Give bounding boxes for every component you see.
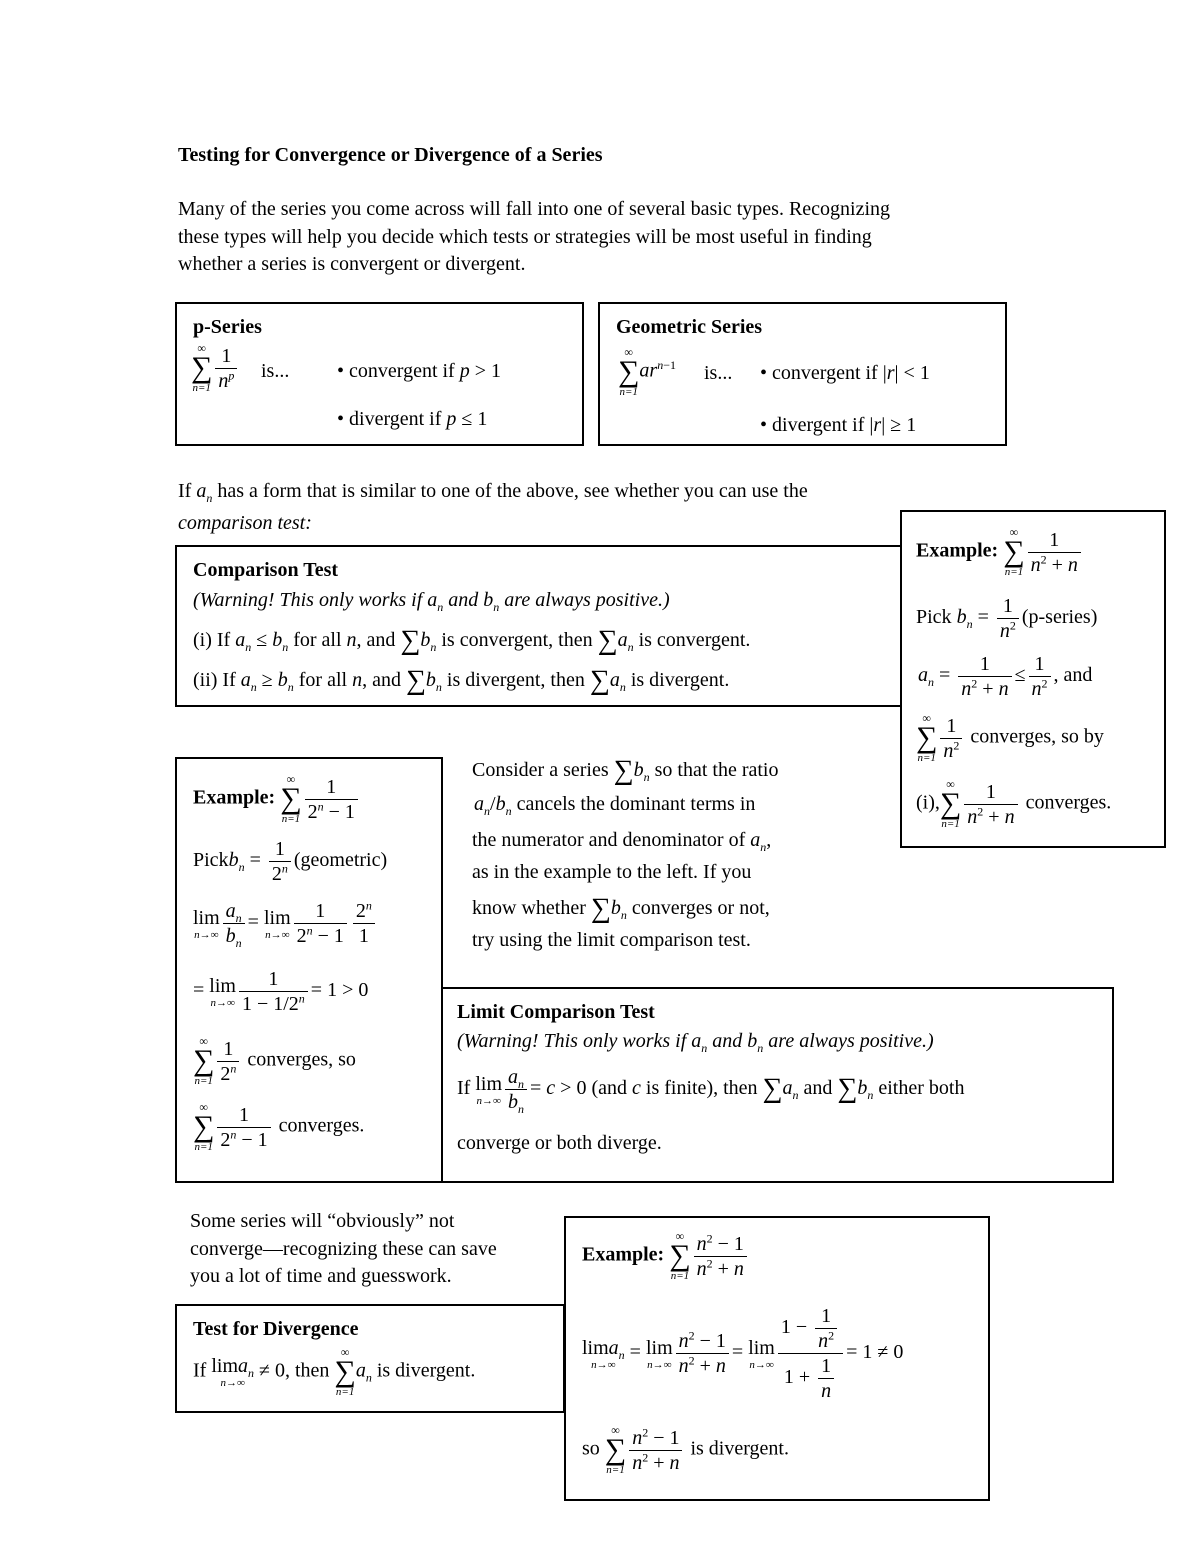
example2-limit: lim n→∞ $\frac{a_n}{b_n}$ = lim n→∞ $\frac{1}{2^n - 1}$ $\frac{2^n}{1}$ (193, 899, 378, 948)
obvious-line-1: Some series will “obviously” not (190, 1210, 455, 1232)
comparison-rule-2: (ii) If $a_n \ge b_n$ for all n, and $\sum b_n$ is divergent, then $\sum a_n$ is divergent. (193, 665, 730, 696)
p-series-convergent: • convergent if p > 1 (337, 360, 501, 382)
divergence-rule: If lima$_n$ n→∞ ≠ 0, then ∞ ∑ n=1 $a_n$ is divergent. (193, 1345, 476, 1398)
example-geometric-box (175, 757, 443, 1183)
geometric-formula: ∞ ∑ n=1 $ar^{n-1}$ (618, 345, 676, 398)
consider-line-1: Consider a series $\sum b_n$ so that the ratio (472, 755, 779, 786)
intro-line-1: Many of the series you come across will fall into one of several basic types. Recognizing (178, 198, 891, 220)
example1-pick: Pick $b_n$ = $\frac{1}{n^2}$ (p-series) (916, 595, 1098, 642)
consider-line-6: try using the limit comparison test. (472, 929, 751, 951)
example2-header: Example: ∞ ∑ n=1 $\frac{1}{2^n - 1}$ (193, 773, 361, 825)
limit-comparison-heading: Limit Comparison Test (457, 1001, 655, 1023)
comparison-warning: (Warning! This only works if $a_n$ and $b_n$ are always positive.) (193, 589, 670, 614)
intro-line-2: these types will help you decide which tests or strategies will be most useful in finding (178, 226, 872, 248)
p-series-box (175, 302, 584, 446)
example3-header: Example: ∞ ∑ n=1 $\frac{n^2 - 1}{n^2 + n}$ (582, 1230, 750, 1282)
consider-line-2: $a_n/b_n$ cancels the dominant terms in (474, 793, 756, 818)
example3-conclusion: so ∞ ∑ n=1 $\frac{n^2 - 1}{n^2 + n}$ is divergent. (582, 1423, 789, 1476)
example1-converges-so: ∞ ∑ n=1 $\frac{1}{n^2}$ converges, so by (916, 711, 1104, 764)
example3-limit: lima$_n$ n→∞ = lim n→∞ $\frac{n^2 - 1}{n^2 + n}$ = lim n→∞ 1 − $\frac{1}{n^2}$ 1 + $\frac{1}{n}$ = 1 ≠ 0 (582, 1305, 904, 1402)
geometric-heading: Geometric Series (616, 316, 763, 338)
comparison-heading: Comparison Test (193, 559, 339, 581)
consider-line-3: the numerator and denominator of $a_n$, (472, 829, 772, 854)
obvious-line-3: you a lot of time and guesswork. (190, 1265, 452, 1287)
limit-comparison-rule: If lim n→∞ $\frac{a_n}{b_n}$ = c > 0 (and c is finite), then $\sum a_n$ and $\sum b_n$ either both (457, 1066, 965, 1116)
geometric-is: is... (704, 362, 733, 384)
geometric-divergent: • divergent if |r| ≥ 1 (760, 414, 917, 436)
p-series-divergent: • divergent if p ≤ 1 (337, 408, 488, 430)
example2-limit-result: = lim n→∞ $\frac{1}{1 - 1/2^n}$ = 1 > 0 (193, 968, 369, 1015)
divergence-heading: Test for Divergence (193, 1318, 359, 1340)
example1-inequality: $a_n$ = $\frac{1}{n^2 + n}$ ≤ $\frac{1}{n^2}$ , and (918, 653, 1093, 700)
consider-line-5: know whether $\sum b_n$ converges or not, (472, 893, 770, 924)
example2-geometric-converges: ∞ ∑ n=1 $\frac{1}{2^n}$ converges, so (193, 1034, 356, 1087)
example-divergence-box (564, 1216, 990, 1501)
intro-line-3: whether a series is convergent or divergent. (178, 253, 526, 275)
comparison-test-box (175, 545, 905, 707)
p-series-is: is... (261, 360, 290, 382)
comparison-intro-line-1: If $a_n$ has a form that is similar to one of the above, see whether you can use the (178, 480, 808, 505)
limit-comparison-warning: (Warning! This only works if $a_n$ and $b_n$ are always positive.) (457, 1030, 934, 1055)
example-p-series-box (900, 510, 1166, 848)
p-series-heading: p-Series (193, 316, 262, 338)
obvious-line-2: converge—recognizing these can save (190, 1238, 497, 1260)
example2-pick: Pickb$_n$ = $\frac{1}{2^n}$ (geometric) (193, 838, 388, 885)
comparison-rule-1: (i) If $a_n \le b_n$ for all n, and $\sum b_n$ is convergent, then $\sum a_n$ is convergent. (193, 625, 751, 656)
consider-line-4: as in the example to the left. If you (472, 861, 752, 883)
geometric-convergent: • convergent if |r| < 1 (760, 362, 930, 384)
limit-comparison-box (441, 987, 1114, 1183)
comparison-intro-line-2: comparison test: (178, 512, 312, 534)
sigma-symbol: ∞ ∑ n=1 (191, 341, 213, 394)
example1-conclusion: (i), ∞ ∑ n=1 $\frac{1}{n^2 + n}$ converges. (916, 777, 1112, 830)
p-series-formula: ∞ ∑ n=1 $\frac{1}{n^p}$ (191, 342, 240, 394)
sigma-symbol: ∞ ∑ n=1 (618, 345, 640, 398)
divergence-test-box (175, 1304, 565, 1413)
example1-header: Example: ∞ ∑ n=1 $\frac{1}{n^2 + n}$ (916, 526, 1084, 578)
limit-comparison-line-2: converge or both diverge. (457, 1132, 662, 1154)
example2-conclusion: ∞ ∑ n=1 $\frac{1}{2^n - 1}$ converges. (193, 1100, 365, 1153)
geometric-series-box (598, 302, 1007, 446)
page-title: Testing for Convergence or Divergence of a Series (178, 144, 603, 166)
